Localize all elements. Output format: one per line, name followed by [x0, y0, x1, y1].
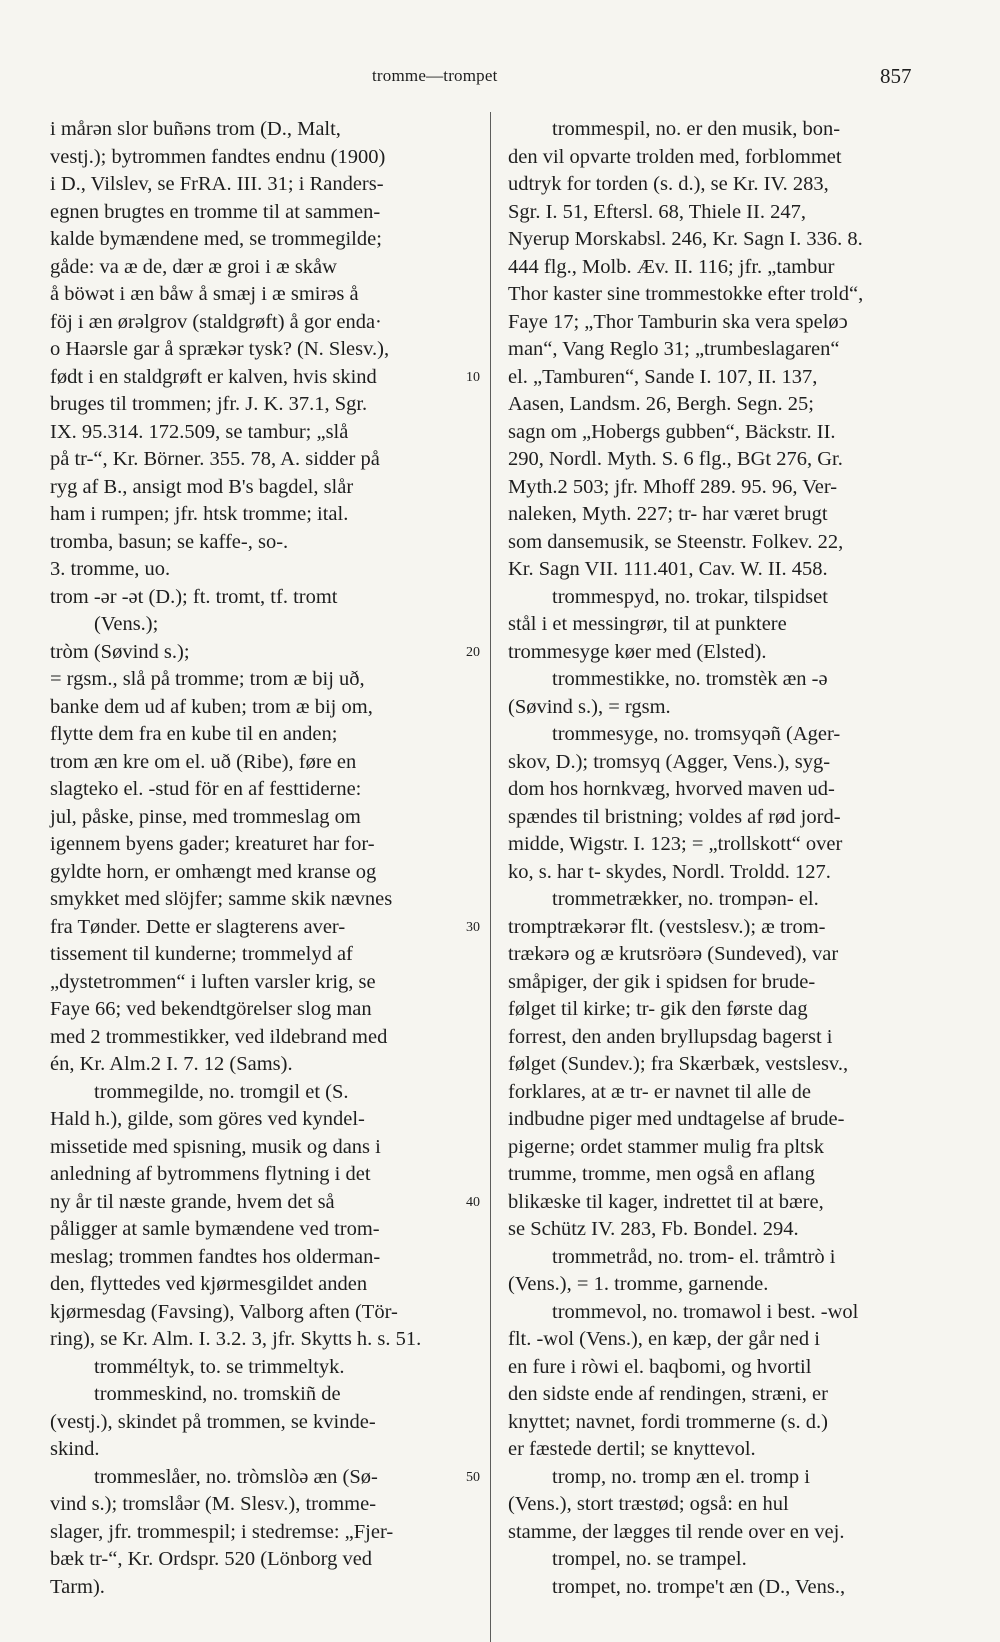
text-line: tromba, basun; se kaffe-, so-. — [50, 530, 289, 553]
text-line: IX. 95.314. 172.509, se tambur; „slå — [50, 420, 349, 443]
text-line: Faye 17; „Thor Tamburin ska vera speløↄ — [508, 310, 848, 333]
text-line: slagteko el. -stud för en af festtiderne: — [50, 778, 362, 800]
text-line: se Schütz IV. 283, Fb. Bondel. 294. — [508, 1218, 799, 1240]
text-line: (Søvind s.), = rgsm. — [508, 695, 671, 718]
page-number: 857 — [880, 64, 912, 88]
text-line: tromp, no. tromp æn el. tromp i — [552, 1465, 810, 1488]
text-line: trommesyge køer med (Elsted). — [508, 640, 767, 663]
line-number: 50 — [466, 1469, 480, 1485]
text-line: Aasen, Landsm. 26, Bergh. Segn. 25; — [508, 393, 814, 415]
text-line: 3. tromme, uo. — [50, 558, 171, 580]
text-line: flt. -wol (Vens.), en kæp, der går ned i — [508, 1328, 820, 1350]
text-line: trommespyd, no. trokar, tilspidset — [552, 585, 828, 608]
text-line: „dystetrommen“ i luften varsler krig, se — [50, 970, 376, 993]
text-line: tromméltyk, to. se trimmeltyk. — [94, 1355, 345, 1378]
line-number: 40 — [466, 1194, 480, 1210]
text-line: påligger at samle bymændene ved trom- — [50, 1218, 380, 1240]
text-line: trommespil, no. er den musik, bon- — [552, 118, 841, 140]
text-line: født i en staldgrøft er kalven, hvis skind — [50, 365, 377, 388]
text-line: (Vens.), stort træstød; også: en hul — [508, 1493, 789, 1515]
text-line: slager, jfr. trommespil; i stedremse: „Fjer- — [50, 1520, 394, 1543]
text-line: trompel, no. se trampel. — [552, 1548, 747, 1570]
text-line: forrest, den anden bryllupsdag bagerst i — [508, 1025, 833, 1048]
text-line: bruges til trommen; jfr. J. K. 37.1, Sgr. — [50, 393, 368, 415]
text-line: på tr-“, Kr. Börner. 355. 78, A. sidder på — [50, 448, 380, 470]
text-line: udtryk for torden (s. d.), se Kr. IV. 283, — [508, 173, 829, 195]
text-line: kalde bymændene med, se trommegilde; — [50, 228, 382, 250]
text-line: trom -ər -ət (D.); ft. tromt, tf. tromt — [50, 585, 338, 608]
text-line: 444 flg., Molb. Æv. II. 116; jfr. „tambur — [508, 255, 835, 278]
right-column — [508, 116, 948, 1601]
text-line: kjørmesdag (Favsing), Valborg aften (Tör- — [50, 1300, 398, 1323]
text-line: man“, Vang Reglo 31; „trumbeslagaren“ — [508, 338, 840, 360]
text-line: 290, Nordl. Myth. S. 6 flg., BGt 276, Gr. — [508, 448, 843, 470]
text-line: med 2 trommestikker, ved ildebrand med — [50, 1025, 388, 1048]
running-title: tromme—trompet — [372, 66, 498, 85]
text-line: meslag; trommen fandtes hos olderman- — [50, 1245, 381, 1268]
text-line: som dansemusik, se Steenstr. Folkev. 22, — [508, 530, 844, 553]
text-line: midde, Wigstr. I. 123; = „trollskott“ over — [508, 833, 843, 855]
text-line: Tarm). — [50, 1575, 105, 1598]
text-line: igennem byens gader; kreaturet har for- — [50, 833, 375, 855]
text-line: pigerne; ordet stammer mulig fra pltsk — [508, 1135, 824, 1158]
text-line: stamme, der lægges til rende over en vej. — [508, 1520, 845, 1543]
text-line: skind. — [50, 1438, 100, 1460]
text-line: skov, D.); tromsyq (Agger, Vens.), syg- — [508, 750, 831, 773]
text-line: trumme, tromme, men også en aflang — [508, 1163, 815, 1185]
text-line: bæk tr-“, Kr. Ordspr. 520 (Lönborg ved — [50, 1548, 373, 1570]
text-line: tròm (Søvind s.); — [50, 640, 190, 663]
text-line: Thor kaster sine trommestokke efter trold“, — [508, 283, 864, 305]
text-line: trommevol, no. tromawol i best. -wol — [552, 1300, 859, 1323]
column-divider — [490, 112, 491, 1642]
text-line: missetide med spisning, musik og dans i — [50, 1135, 381, 1158]
text-line: flytte dem fra en kube til en anden; — [50, 723, 338, 745]
text-line: Nyerup Morskabsl. 246, Kr. Sagn I. 336. 8. — [508, 228, 863, 250]
text-line: gåde: va æ de, dær æ groi i æ skåw — [50, 255, 337, 278]
running-head — [0, 66, 1000, 90]
text-line: følget (Sundev.); fra Skærbæk, vestslesv., — [508, 1053, 849, 1075]
text-line: Kr. Sagn VII. 111.401, Cav. W. II. 458. — [508, 558, 828, 580]
line-number: 10 — [466, 369, 480, 385]
line-number: 20 — [466, 644, 480, 660]
text-line: tissement til kunderne; trommelyd af — [50, 943, 353, 965]
text-line: (vestj.), skindet på trommen, se kvinde- — [50, 1410, 376, 1433]
text-line: i D., Vilslev, se FrRA. III. 31; i Randers- — [50, 173, 384, 195]
text-line: (Vens.); — [94, 613, 159, 635]
text-line: i mårən slor buñəns trom (D., Malt, — [50, 118, 341, 140]
text-line: trom æn kre om el. uð (Ribe), føre en — [50, 750, 357, 773]
text-line: ham i rumpen; jfr. htsk tromme; ital. — [50, 503, 349, 525]
text-line: jul, påske, pinse, med trommeslag om — [50, 805, 361, 828]
text-line: smykket med slöjfer; samme skik nævnes — [50, 888, 393, 910]
text-line: el. „Tamburen“, Sande I. 107, II. 137, — [508, 365, 818, 388]
text-line: er fæstede dertil; se knyttevol. — [508, 1438, 756, 1460]
text-line: trommesyge, no. tromsyqəñ (Ager- — [552, 723, 841, 745]
text-line: trommeslåer, no. tròmslòə æn (Sø- — [94, 1465, 378, 1488]
text-line: Hald h.), gilde, som göres ved kyndel- — [50, 1108, 365, 1130]
text-line: o Haərsle gar å sprækər tysk? (N. Slesv.), — [50, 338, 390, 360]
text-line: stål i et messingrør, til at punktere — [508, 613, 787, 635]
text-line: trækərə og æ krutsröərə (Sundeved), var — [508, 943, 839, 965]
text-line: ko, s. har t- skydes, Nordl. Troldd. 127. — [508, 860, 831, 883]
text-line: den vil opvarte trolden med, forblommet — [508, 145, 842, 168]
text-line: vind s.); tromslåər (M. Slesv.), tromme- — [50, 1493, 377, 1515]
text-line: å böwət i æn båw å smæj i æ smirəs å — [50, 283, 359, 305]
text-line: småpiger, der gik i spidsen for brude- — [508, 970, 816, 993]
text-line: knyttet; navnet, fordi trommerne (s. d.) — [508, 1410, 828, 1433]
text-line: egnen brugtes en tromme til at sammen- — [50, 200, 381, 223]
text-line: én, Kr. Alm.2 I. 7. 12 (Sams). — [50, 1053, 293, 1075]
text-line: föj i æn ørəlgrov (staldgrøft) å gor enda· — [50, 310, 382, 333]
text-line: Faye 66; ved bekendtgörelser slog man — [50, 998, 372, 1020]
text-line: tromptrækərər flt. (vestslesv.); æ trom- — [508, 915, 826, 938]
text-line: følget til kirke; tr- gik den første dag — [508, 998, 808, 1020]
text-line: trommeskind, no. tromskiñ de — [94, 1383, 341, 1405]
line-number: 30 — [466, 919, 480, 935]
text-line: den sidste ende af rendingen, stræni, er — [508, 1383, 828, 1405]
text-line: anledning af bytrommens flytning i det — [50, 1163, 371, 1185]
text-line: trommestikke, no. tromstèk æn -ə — [552, 668, 828, 690]
text-line: naleken, Myth. 227; tr- har været brugt — [508, 503, 828, 525]
text-line: den, flyttedes ved kjørmesgildet anden — [50, 1273, 368, 1295]
text-line: = rgsm., slå på tromme; trom æ bij uð, — [50, 668, 365, 690]
text-line: ring), se Kr. Alm. I. 3.2. 3, jfr. Skytts h. s. 51. — [50, 1328, 422, 1350]
text-line: Sgr. I. 51, Eftersl. 68, Thiele II. 247, — [508, 200, 806, 223]
text-line: en fure i ròwi el. baqbomi, og hvortil — [508, 1355, 812, 1378]
text-line: indbudne piger med undtagelse af brude- — [508, 1108, 845, 1130]
left-column — [50, 116, 480, 1601]
text-line: gyldte horn, er omhængt med kranse og — [50, 860, 377, 883]
text-line: vestj.); bytrommen fandtes endnu (1900) — [50, 145, 386, 168]
text-line: trompet, no. trompe't æn (D., Vens., — [552, 1575, 846, 1598]
text-line: forklares, at æ tr- er navnet til alle de — [508, 1080, 811, 1103]
text-line: ryg af B., ansigt mod B's bagdel, slår — [50, 475, 354, 498]
text-line: trommetrækker, no. trompən- el. — [552, 888, 819, 910]
text-line: fra Tønder. Dette er slagterens aver- — [50, 915, 346, 938]
text-line: ny år til næste grande, hvem det så — [50, 1190, 335, 1213]
text-line: Myth.2 503; jfr. Mhoff 289. 95. 96, Ver- — [508, 475, 838, 498]
text-line: sagn om „Hobergs gubben“, Bäckstr. II. — [508, 420, 836, 443]
text-line: trommegilde, no. tromgil et (S. — [94, 1080, 349, 1103]
text-line: (Vens.), = 1. tromme, garnende. — [508, 1273, 769, 1295]
text-line: banke dem ud af kuben; trom æ bij om, — [50, 695, 373, 718]
text-line: blikæske til kager, indrettet til at bære, — [508, 1190, 824, 1213]
text-line: dom hos hornkvæg, hvorved maven ud- — [508, 778, 835, 800]
text-line: spændes til bristning; voldes af rød jord- — [508, 805, 841, 828]
text-line: trommetråd, no. trom- el. tråmtrò i — [552, 1245, 836, 1268]
